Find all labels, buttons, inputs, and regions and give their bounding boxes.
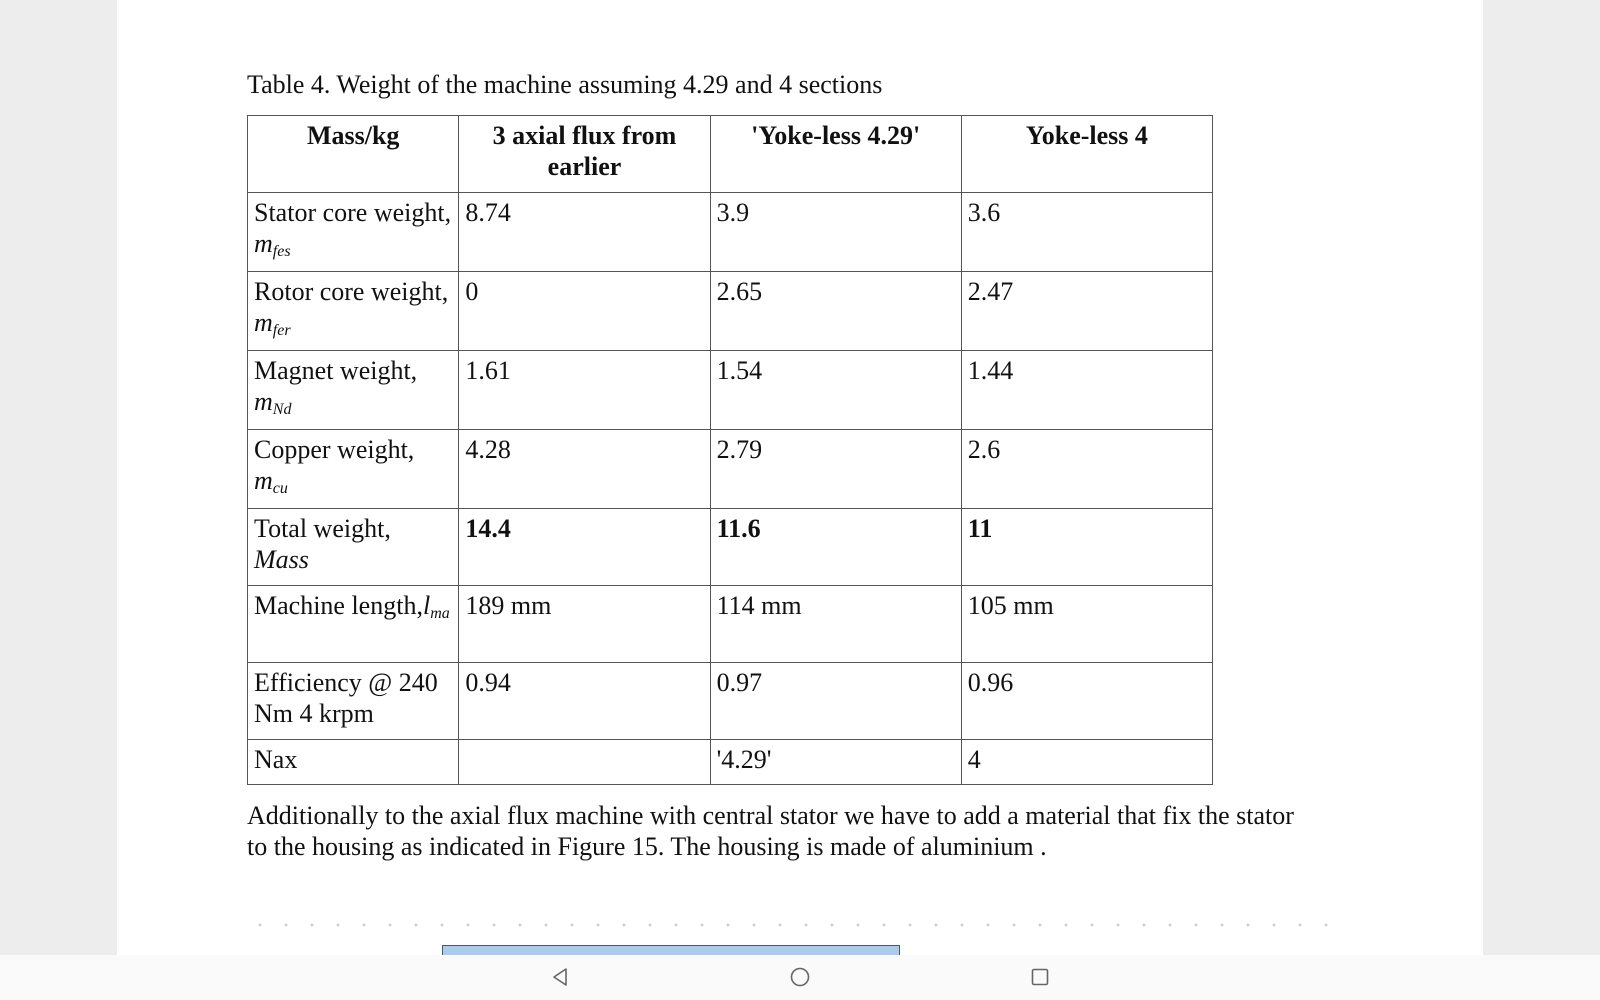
table-cell: 0.94 bbox=[459, 663, 710, 740]
table-row bbox=[248, 740, 1213, 785]
table-cell: 105 mm bbox=[961, 586, 1212, 663]
symbol: $m_{fer}$ bbox=[254, 308, 291, 339]
dotted-separator bbox=[247, 920, 1347, 930]
table-cell: 2.65 bbox=[710, 272, 961, 351]
row-label: Magnet weight, $m_{Nd}$ bbox=[248, 351, 459, 430]
table-cell: 189 mm bbox=[459, 586, 710, 663]
table-cell: 4 bbox=[961, 740, 1212, 785]
table-cell: 14.4 bbox=[459, 509, 710, 586]
symbol: $l_{ma}$ bbox=[422, 591, 450, 622]
table-cell: '4.29' bbox=[710, 740, 961, 785]
header-yokeless-429: 'Yoke-less 4.29' bbox=[710, 116, 961, 193]
table-cell: 2.79 bbox=[710, 430, 961, 509]
table-cell: 4.28 bbox=[459, 430, 710, 509]
table-header-row bbox=[248, 116, 1213, 193]
table-row bbox=[248, 351, 1213, 430]
table-cell: 1.44 bbox=[961, 351, 1212, 430]
table-row bbox=[248, 272, 1213, 351]
symbol: $m_{cu}$ bbox=[254, 466, 288, 497]
table-cell: 0.96 bbox=[961, 663, 1212, 740]
table-cell: 114 mm bbox=[710, 586, 961, 663]
table-row bbox=[248, 509, 1213, 586]
table-caption: Table 4. Weight of the machine assuming 4.29 and 4 sections bbox=[247, 70, 883, 99]
triangle-back-icon[interactable] bbox=[548, 965, 572, 989]
table-cell: 1.54 bbox=[710, 351, 961, 430]
header-mass: Mass/kg bbox=[248, 116, 459, 193]
table-cell: 0.97 bbox=[710, 663, 961, 740]
table-cell: 1.61 bbox=[459, 351, 710, 430]
header-axial-flux: 3 axial flux from earlier bbox=[459, 116, 710, 193]
row-label: Rotor core weight, $m_{fer}$ bbox=[248, 272, 459, 351]
square-recents-icon[interactable] bbox=[1028, 965, 1052, 989]
system-navigation-bar bbox=[0, 955, 1600, 1000]
symbol: Mass bbox=[254, 545, 309, 574]
document-page bbox=[117, 0, 1483, 955]
row-label: Stator core weight, $m_{fes}$ bbox=[248, 193, 459, 272]
row-label: Nax bbox=[248, 740, 459, 785]
row-label: Total weight, Mass bbox=[248, 509, 459, 586]
row-label: Efficiency @ 240 Nm 4 krpm bbox=[248, 663, 459, 740]
table-row bbox=[248, 193, 1213, 272]
row-label: Copper weight, $m_{cu}$ bbox=[248, 430, 459, 509]
table-row bbox=[248, 586, 1213, 663]
row-label: Machine $length,l_{ma}$ bbox=[248, 586, 459, 663]
table-cell bbox=[459, 740, 710, 785]
table-row bbox=[248, 430, 1213, 509]
weights-table bbox=[247, 115, 1213, 785]
body-paragraph: Additionally to the axial flux machine with central stator we have to add a material that fix the stator to the housing as indicated in Figure 15. The housing is made of aluminium . bbox=[247, 801, 1294, 861]
symbol: $m_{Nd}$ bbox=[254, 387, 292, 418]
table-cell: 3.6 bbox=[961, 193, 1212, 272]
header-yokeless-4: Yoke-less 4 bbox=[961, 116, 1212, 193]
table-cell: 2.6 bbox=[961, 430, 1212, 509]
circle-home-icon[interactable] bbox=[788, 965, 812, 989]
table-cell: 11 bbox=[961, 509, 1212, 586]
symbol: $m_{fes}$ bbox=[254, 229, 291, 260]
table-cell: 3.9 bbox=[710, 193, 961, 272]
table-cell: 2.47 bbox=[961, 272, 1212, 351]
table-cell: 11.6 bbox=[710, 509, 961, 586]
table-cell: 8.74 bbox=[459, 193, 710, 272]
table-cell: 0 bbox=[459, 272, 710, 351]
table-row bbox=[248, 663, 1213, 740]
